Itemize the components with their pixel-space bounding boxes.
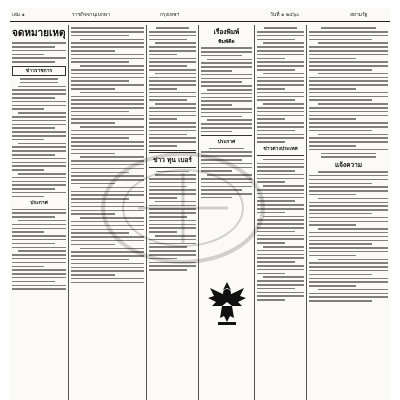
section-heading: ข่าวต่างประเทศ bbox=[263, 145, 298, 152]
newspaper-page bbox=[10, 8, 390, 400]
section-heading: ประกาศ bbox=[217, 139, 236, 146]
column-5 bbox=[255, 25, 306, 400]
column-3 bbox=[147, 25, 198, 400]
volume-label: เล่ม ๑ bbox=[12, 12, 25, 18]
column-4 bbox=[199, 25, 254, 400]
column-6 bbox=[307, 25, 390, 400]
city-label: กรุงเทพฯ bbox=[160, 12, 180, 18]
date-label: วันที่ ๑ ๒๔๖๐ bbox=[270, 12, 300, 18]
section-box-heading: ข่าวราชการ bbox=[12, 66, 66, 76]
newspaper-title: จดหมายเหตุ bbox=[12, 28, 66, 39]
masthead bbox=[10, 8, 390, 22]
section-subheading: พิมพ์ดีด bbox=[218, 39, 235, 45]
section-heading: เรื่องพิมพ์ bbox=[213, 28, 240, 36]
column-1 bbox=[10, 25, 68, 400]
section-heading: ประกาศ bbox=[30, 200, 48, 207]
column-2 bbox=[69, 25, 146, 400]
garuda-emblem-icon bbox=[204, 276, 250, 328]
section-heading: ข่าว ทุน เบอร์ bbox=[153, 155, 192, 164]
masthead-right-label: สยามรัฐ bbox=[350, 12, 368, 18]
issue-label: ราชกิจจานุเบกษา bbox=[72, 12, 111, 18]
section-heading: แจ้งความ bbox=[334, 160, 363, 169]
